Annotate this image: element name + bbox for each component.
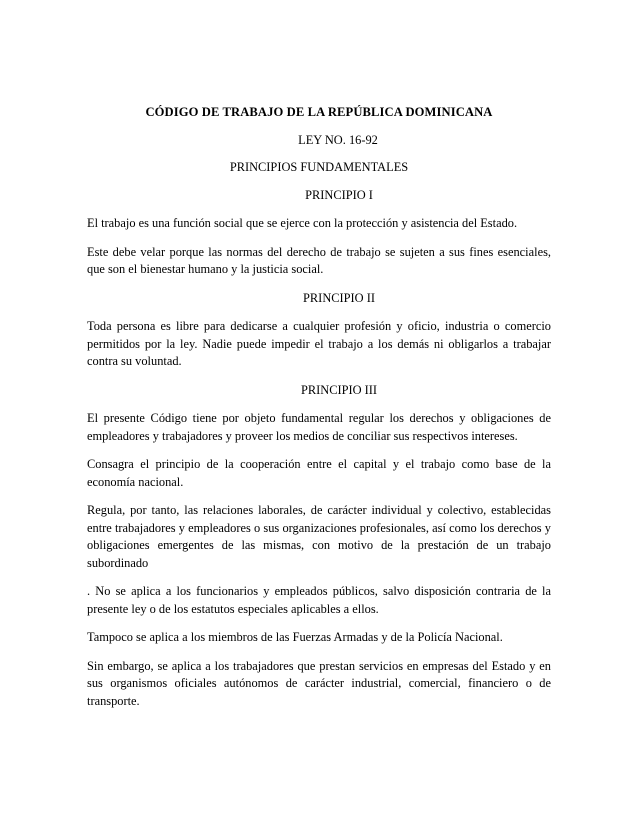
principle-3-paragraph-5: Tampoco se aplica a los miembros de las Fuerzas Armadas y de la Policía Nacional. — [87, 630, 503, 644]
principle-3-heading: PRINCIPIO III — [300, 382, 378, 397]
principle-2-heading: PRINCIPIO II — [303, 290, 375, 305]
principle-3-paragraph-2: Consagra el principio de la cooperación entre el capital y el trabajo como base de la economía nacional. — [87, 457, 551, 489]
principle-3-paragraph-3: Regula, por tanto, las relaciones laborales, de carácter individual y colectivo, establecidas entre trabajadores y empleadores o sus organizaciones profesionales, así como los derechos y obligaciones emergentes de las mismas, con motivo de la prestación de un trabajo subordinado — [87, 503, 551, 570]
principle-1-paragraph-1: El trabajo es una función social que se ejerce con la protección y asistencia del Estado. — [87, 216, 518, 230]
section-heading: PRINCIPIOS FUNDAMENTALES — [229, 160, 409, 174]
principle-1-paragraph-2: Este debe velar porque las normas del derecho de trabajo se sujeten a sus fines esenciales, que son el bienestar humano y la justicia social. — [87, 244, 551, 276]
principle-2-paragraph-1: Toda persona es libre para dedicarse a cualquier profesión y oficio, industria o comercio permitidos por la ley. Nadie puede impedir el trabajo a los demás ni obligarlos a trabajar contra su voluntad. — [87, 319, 551, 368]
principle-3-paragraph-6: Sin embargo, se aplica a los trabajadores que prestan servicios en empresas del Estado y en sus organismos oficiales autónomos de carácter industrial, comercial, financiero o de transporte. — [87, 658, 551, 708]
law-number: LEY NO. 16-92 — [298, 132, 378, 147]
principle-3-paragraph-1: El presente Código tiene por objeto fundamental regular los derechos y obligaciones de empleadores y trabajadores y proveer los medios de conciliar sus respectivos intereses. — [87, 411, 551, 443]
document-body — [87, 104, 551, 721]
principle-3-paragraph-4: . No se aplica a los funcionarios y empleados públicos, salvo disposición contraria de la presente ley o de los estatutos especiales aplicables a ellos. — [87, 584, 551, 616]
document-title: CÓDIGO DE TRABAJO DE LA REPÚBLICA DOMINICANA — [145, 105, 493, 119]
principle-1-heading: PRINCIPIO I — [305, 187, 373, 202]
